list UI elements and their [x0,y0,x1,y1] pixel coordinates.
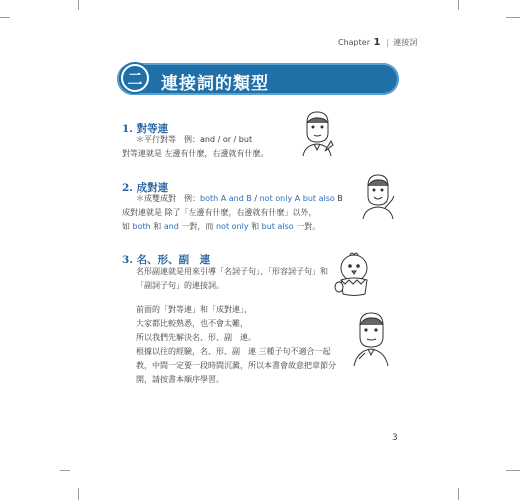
text-line: 開，請按書本順序學習。 [136,375,224,384]
text-span: 和 [150,222,164,231]
text-line: 教，中間一定要一段時間沉澱，所以本書會故意把章節分 [136,361,336,370]
text-line: 成對連就是 除了「左邊有什麼，右邊就有什麼」以外， [122,208,317,217]
keyword: and [163,222,179,231]
crop-mark [0,17,10,18]
chapter-title: 連接詞 [393,38,418,47]
crop-mark [78,0,79,10]
text-line: 大家都比較熟悉，也不會太難， [136,319,248,328]
section-banner [117,63,399,95]
text-line: 根據以往的經驗，名、形、副 連 三種子句不適合一起 [136,347,331,356]
keyword: not only [215,222,249,231]
teacher-cartoon-3 [349,309,393,367]
crop-mark [506,470,520,471]
text-span: ＊成雙成對 例： [136,194,200,203]
text-span: 一對，而 [178,222,216,231]
text-line: 所以我們先解決名、形、副 連。 [136,333,256,342]
text-line [122,221,320,233]
chick-egg-cartoon [332,250,374,298]
text-line: 對等連就是 左邊有什麼，右邊就有什麼。 [122,149,269,158]
keyword: both A and B [200,194,252,203]
text-span: 如 [122,222,133,231]
keyword: not only A but also [259,194,335,203]
keyword: both [132,222,151,231]
running-header [338,37,417,48]
teacher-cartoon-1 [297,109,337,157]
text-line: 前面的「對等連」和「成對連」， [136,305,252,314]
chapter-label: Chapter [338,38,370,47]
crop-mark [458,0,459,10]
heading-noun-adj-adv: 3. 名、形、副 連 [122,254,211,266]
text-span: B [334,194,343,203]
text-span: / [251,194,260,203]
text-line: ＊平行對等 例：and / or / but [136,135,253,144]
text-span: 一對。 [293,222,321,231]
text-line: 名形副連就是用來引導「名詞子句」、「形容詞子句」和 [136,267,328,276]
keyword: but also [261,222,294,231]
section-title: 連接詞的類型 [161,74,269,94]
section-badge-number: 二 [123,66,147,90]
crop-mark [506,17,520,18]
crop-mark [60,470,70,471]
chapter-number: 1 [373,37,381,48]
heading-correlative: 2. 成對連 [122,182,169,194]
section-badge [119,62,151,94]
crop-mark [78,488,79,500]
text-line [136,193,343,205]
text-span: 和 [248,222,262,231]
header-separator: | [386,38,389,47]
teacher-cartoon-2 [359,172,397,220]
crop-mark [458,488,459,500]
page-number: 3 [392,433,398,443]
text-line: 「副詞子句」的連接詞。 [136,281,224,290]
heading-coordinating: 1. 對等連 [122,123,169,135]
